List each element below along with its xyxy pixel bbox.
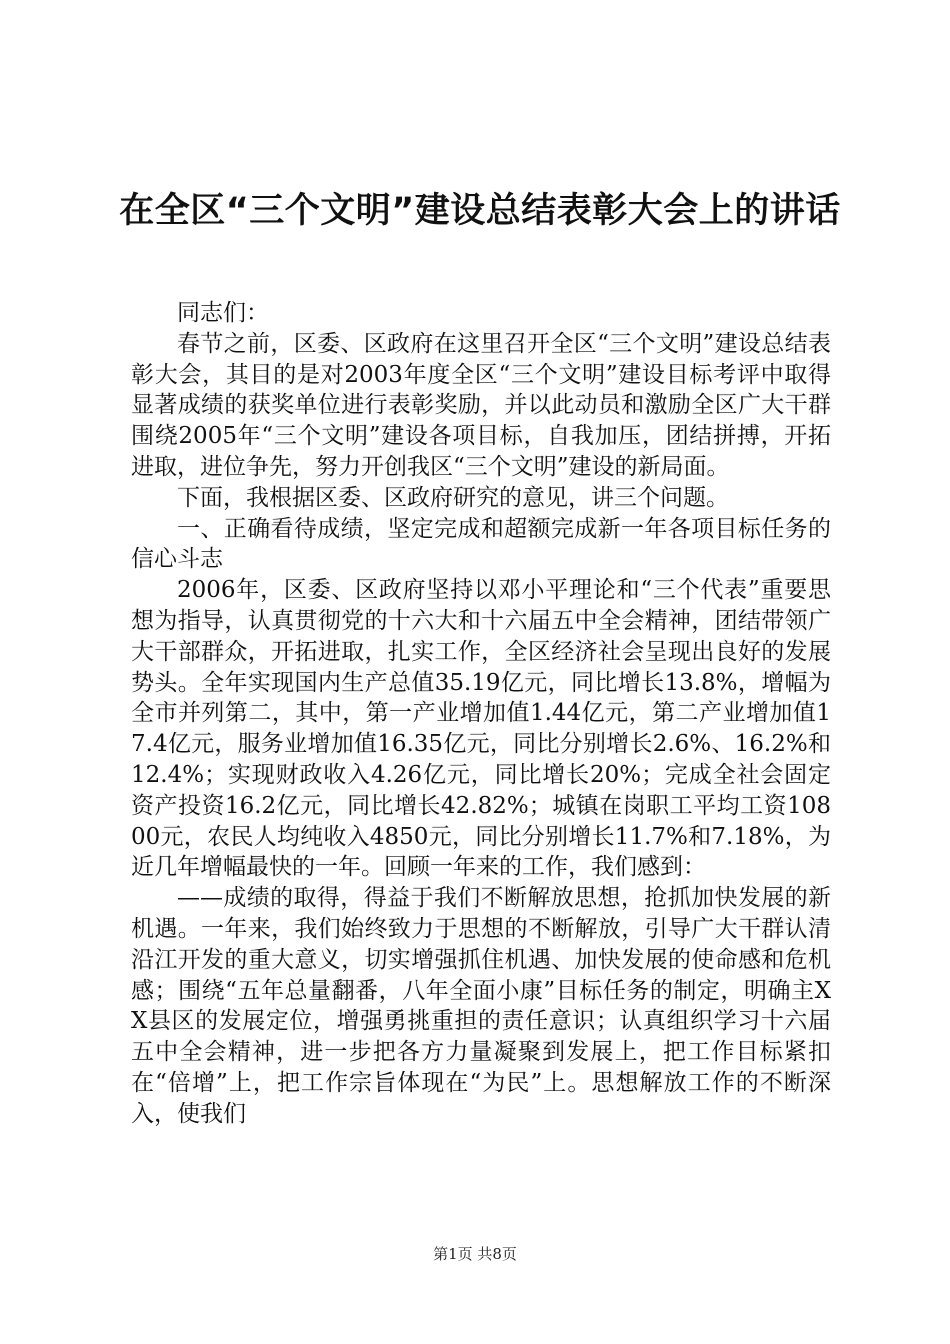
salutation-paragraph: 同志们：: [177, 300, 269, 326]
section-heading: 一、正确看待成绩，坚定完成和超额完成新一年各项目标任务的信心斗志: [131, 515, 831, 573]
page-number-footer: 第1页 共8页: [433, 1245, 517, 1263]
intro-paragraph: 春节之前，区委、区政府在这里召开全区“三个文明”建设总结表彰大会，其目的是对2003年度全区“三个文明”建设目标考评中取得显著成绩的获奖单位进行表彰奖励，并以此动员和激励全区广大干群围绕2005年“三个文明”建设各项目标，自我加压，团结拼搏，开拓进取，进位争先，努力开创我区“三个文明”建设的新局面。: [131, 330, 831, 480]
achievements-paragraph: 2006年，区委、区政府坚持以邓小平理论和“三个代表”重要思想为指导，认真贯彻党的十六大和十六届五中全会精神，团结带领广大干部群众，开拓进取，扎实工作，全区经济社会呈现出良好的发展势头。全年实现国内生产总值35.19亿元，同比增长13.8%，增幅为全市并列第二，其中，第一产业增加值1.44亿元，第二产业增加值17.4亿元，服务业增加值16.35亿元，同比分别增长2.6%、16.2%和12.4%；实现财政收入4.26亿元，同比增长20%；完成全社会固定资产投资16.2亿元，同比增长42.82%；城镇在岗职工平均工资10800元，农民人均纯收入4850元，同比分别增长11.7%和7.18%，为近几年增幅最快的一年。回顾一年来的工作，我们感到：: [131, 577, 831, 881]
outline-paragraph: 下面，我根据区委、区政府研究的意见，讲三个问题。: [177, 484, 729, 511]
reflection-paragraph: ——成绩的取得，得益于我们不断解放思想，抢抓加快发展的新机遇。一年来，我们始终致力于思想的不断解放，引导广大干群认清沿江开发的重大意义，切实增强抓住机遇、加快发展的使命感和危机感；围绕“五年总量翻番，八年全面小康”目标任务的制定，明确主XX县区的发展定位，增强勇挑重担的责任意识；认真组织学习十六届五中全会精神，进一步把各方力量凝聚到发展上，把工作目标紧扣在“倍增”上，把工作宗旨体现在“为民”上。思想解放工作的不断深入，使我们: [131, 885, 831, 1127]
document-title: 在全区“三个文明”建设总结表彰大会上的讲话: [119, 191, 841, 231]
document-body: [131, 298, 831, 1130]
